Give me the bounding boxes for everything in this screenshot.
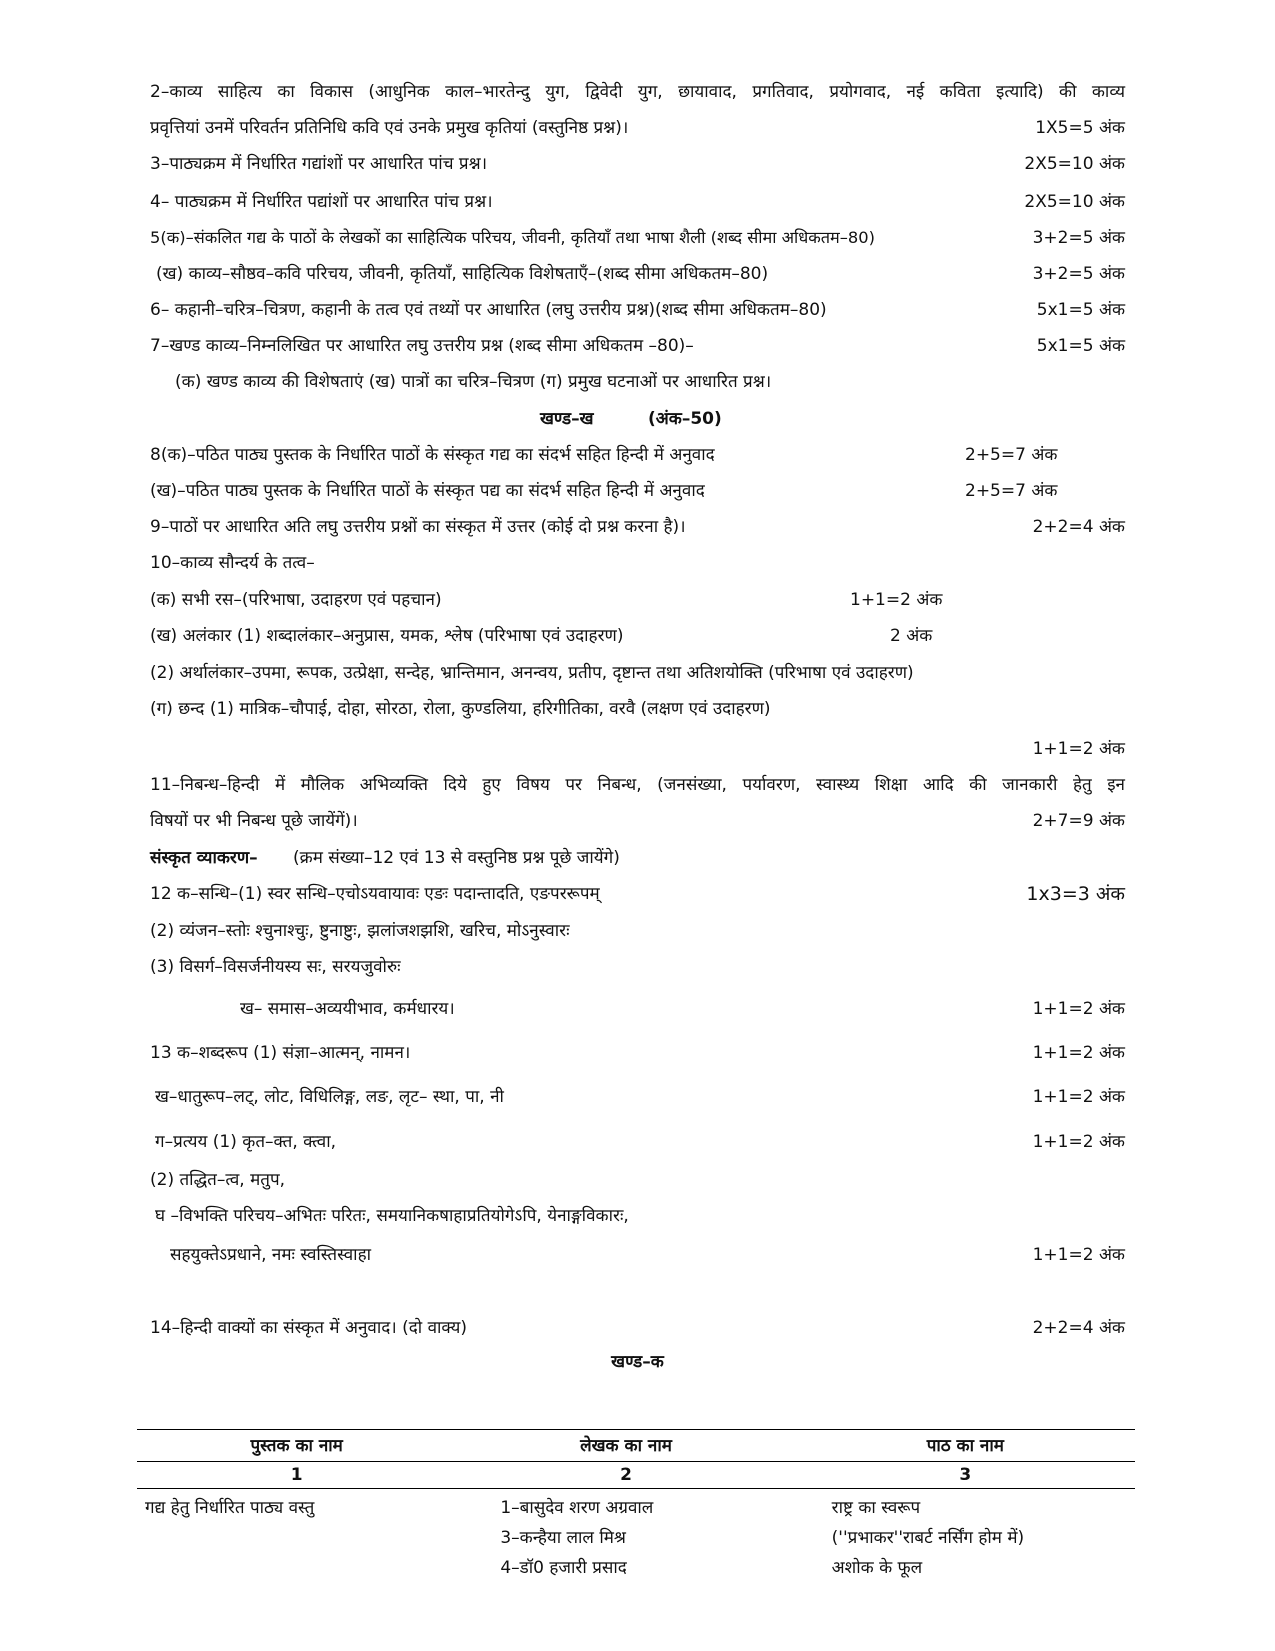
marks: 1x3=3 अंक: [1026, 883, 1125, 905]
marks: 1+1=2 अंक: [1032, 999, 1125, 1019]
author-cell: [456, 1489, 795, 1584]
marks: 5x1=5 अंक: [1036, 300, 1125, 320]
column-header-author: लेखक का नाम: [456, 1430, 795, 1462]
column-number: 3: [796, 1462, 1135, 1489]
syllabus-table: [137, 1429, 1135, 1583]
lesson-cell: [796, 1489, 1135, 1584]
marks: 1X5=5 अंक: [1035, 118, 1125, 138]
marks: 5x1=5 अंक: [1036, 336, 1125, 356]
author-name: 4–डॉ0 हजारी प्रसाद: [500, 1558, 627, 1578]
marks: 2+5=7 अंक: [965, 445, 1058, 465]
marks: 3+2=5 अंक: [1032, 228, 1125, 248]
column-header-lesson: पाठ का नाम: [796, 1430, 1135, 1462]
author-name: 1–बासुदेव शरण अग्रवाल: [500, 1498, 654, 1518]
marks: 1+1=2 अंक: [850, 590, 943, 610]
marks: 2+7=9 अंक: [1032, 811, 1125, 831]
marks: 1+1=2 अंक: [1032, 1245, 1125, 1265]
marks: 2+5=7 अंक: [965, 481, 1058, 501]
marks: 1+1=2 अंक: [1032, 1087, 1125, 1107]
item-2-line-1: 2–काव्य साहित्य का विकास (आधुनिक काल–भारतेन्दु युग, द्विवेदी युग, छायावाद, प्रगतिवाद, प्रयोगवाद, नई कविता इत्यादि) की काव्य: [150, 82, 1125, 102]
marks: 2+2=4 अंक: [1032, 1318, 1125, 1338]
section-heading-khand-ka: खण्ड–क: [611, 1352, 664, 1372]
table-row: [137, 1489, 1135, 1584]
marks: 2+2=4 अंक: [1032, 517, 1125, 537]
book-name: गद्य हेतु निर्धारित पाठ्य वस्तु: [145, 1498, 315, 1518]
column-number: 1: [137, 1462, 456, 1489]
lesson-name: राष्ट्र का स्वरूप: [831, 1498, 921, 1518]
marks: 2X5=10 अंक: [1024, 154, 1125, 174]
syllabus-page: 2–काव्य साहित्य का विकास (आधुनिक काल–भारतेन्दु युग, द्विवेदी युग, छायावाद, प्रगतिवाद, प्रयोगवाद, नई कविता इत्यादि) की काव्य प्रवृत्तियां उनमें परिवर्तन प्रतिनिधि कवि एवं उनके प्रमुख कृतियां (वस्तुनिष्ठ प्रश्न)। 1X5=5 अंक 3–पाठ्यक्रम में निर्धारित गद्यांशों पर आधारित पांच प्रश्न। 2X5=10 अंक 4– पाठ्यक्रम में निर्धारित पद्यांशों पर आधारित पांच प्रश्न। 2X5=10 अंक 5(क)–संकलित गद्य के पाठों के लेखकों का साहित्यिक परिचय, जीवनी, कृतियाँ तथा भाषा शैली (शब्द सीमा अधिकतम–80) 3+2=5 अंक (ख) काव्य–सौष्ठव–कवि परिचय, जीवनी, कृतियाँ, साहित्यिक विशेषताएँ–(शब्द सीमा अधिकतम–80) 3+2=5 अंक 6– कहानी–चरित्र–चित्रण, कहानी के तत्व एवं तथ्यों पर आधारित (लघु उत्तरीय प्रश्न)(शब्द सीमा अधिकतम–80) 5x1=5 अंक 7–खण्ड काव्य–निम्नलिखित पर आधारित लघु उत्तरीय प्रश्न (शब्द सीमा अधिकतम –80)– 5x1=5 अंक (क) खण्ड काव्य की विशेषताएं (ख) पात्रों का चरित्र–चित्रण (ग) प्रमुख घटनाओं पर आधारित प्रश्न। खण्ड–ख (अंक–50) 8(क)–पठित पाठ्य पुस्तक के निर्धारित पाठों के संस्कृत गद्य का संदर्भ सहित हिन्दी में अनुवाद 2+5=7 अंक (ख)–पठित पाठ्य पुस्तक के निर्धारित पाठों के संस्कृत पद्य का संदर्भ सहित हिन्दी में अनुवाद 2+5=7 अंक 9–पाठों पर आधारित अति लघु उत्तरीय प्रश्नों का संस्कृत में उत्तर (कोई दो प्रश्न करना है)। 2+2=4 अंक 10–काव्य सौन्दर्य के तत्व– (क) सभी रस–(परिभाषा, उदाहरण एवं पहचान) 1+1=2 अंक (ख) अलंकार (1) शब्दालंकार–अनुप्रास, यमक, श्लेष (परिभाषा एवं उदाहरण) 2 अंक (2) अर्थालंकार–उपमा, रूपक, उत्प्रेक्षा, सन्देह, भ्रान्तिमान, अनन्वय, प्रतीप, दृष्टान्त तथा अतिशयोक्ति (परिभाषा एवं उदाहरण) (ग) छन्द (1) मात्रिक–चौपाई, दोहा, सोरठा, रोला, कुण्डलिया, हरिगीतिका, वरवै (लक्षण एवं उदाहरण) 1+1=2 अंक 11–निबन्ध–हिन्दी में मौलिक अभिव्यक्ति दिये हुए विषय पर निबन्ध, (जनसंख्या, पर्यावरण, स्वास्थ्य शिक्षा आदि की जानकारी हेतु इन विषयों पर भी निबन्ध पूछे जायेंगें)। 2+7=9 अंक संस्कृत व्याकरण– (क्रम संख्या–12 एवं 13 से वस्तुनिष्ठ प्रश्न पूछे जायेंगे) 12 क–सन्धि–(1) स्वर सन्धि–एचोऽयवायावः एङः पदान्तादति, एङपररूपम् 1x3=3 अंक (2) व्यंजन–स्तोः श्चुनाश्चुः, ष्टुनाष्टुः, झलांजशझशि, खरिच, मोऽनुस्वारः (3) विसर्ग–विसर्जनीयस्य सः, सरयजुवोरुः ख– समास–अव्ययीभाव, कर्मधारय। 1+1=2 अंक 13 क–शब्दरूप (1) संज्ञा–आत्मन्, नामन। 1+1=2 अंक ख–धातुरूप–लट्, लोट, विधिलिङ्ग, लङ, लृट– स्था, पा, नी 1+1=2 अंक ग–प्रत्यय (1) कृत–क्त, क्त्वा, 1+1=2 अंक (2) तद्धित–त्व, मतुप, घ –विभक्ति परिचय–अभितः परितः, समयानिकषाहाप्रतियोगेऽपि, येनाङ्गविकारः, सहयुक्तेऽप्रधाने, नमः स्वस्तिस्वाहा 1+1=2 अंक 14–हिन्दी वाक्यों का संस्कृत में अनुवाद। (दो वाक्य) 2+2=4 अंक खण्ड–क पुस्तक का नाम लेखक का नाम पाठ का नाम 1 2 3 गद्य हेतु निर्धारित पाठ्य वस्तु 1–बासुदेव शरण अग्रवाल 3–कन्हैया लाल मिश्र 4–डॉ0 हजारी प्रसाद राष्ट्र का स्वरूप (''प्रभाकर''राबर्ट नर्सिंग होम में) अशोक के फूल: [0, 0, 1275, 1651]
book-name-cell: [137, 1489, 456, 1584]
author-name: 3–कन्हैया लाल मिश्र: [500, 1528, 626, 1548]
lesson-name: अशोक के फूल: [831, 1558, 923, 1578]
marks: 3+2=5 अंक: [1032, 264, 1125, 284]
marks: 2X5=10 अंक: [1024, 192, 1125, 212]
lesson-name: (''प्रभाकर''राबर्ट नर्सिंग होम में): [831, 1528, 1025, 1548]
item-11-line-1: 11–निबन्ध–हिन्दी में मौलिक अभिव्यक्ति दिये हुए विषय पर निबन्ध, (जनसंख्या, पर्यावरण, स्वास्थ्य शिक्षा आदि की जानकारी हेतु इन: [150, 775, 1125, 795]
marks: 1+1=2 अंक: [1032, 739, 1125, 759]
column-number: 2: [456, 1462, 795, 1489]
marks: 2 अंक: [890, 626, 933, 646]
marks: 1+1=2 अंक: [1032, 1132, 1125, 1152]
column-header-book: पुस्तक का नाम: [137, 1430, 456, 1462]
marks: 1+1=2 अंक: [1032, 1043, 1125, 1063]
table-number-row: [137, 1462, 1135, 1489]
